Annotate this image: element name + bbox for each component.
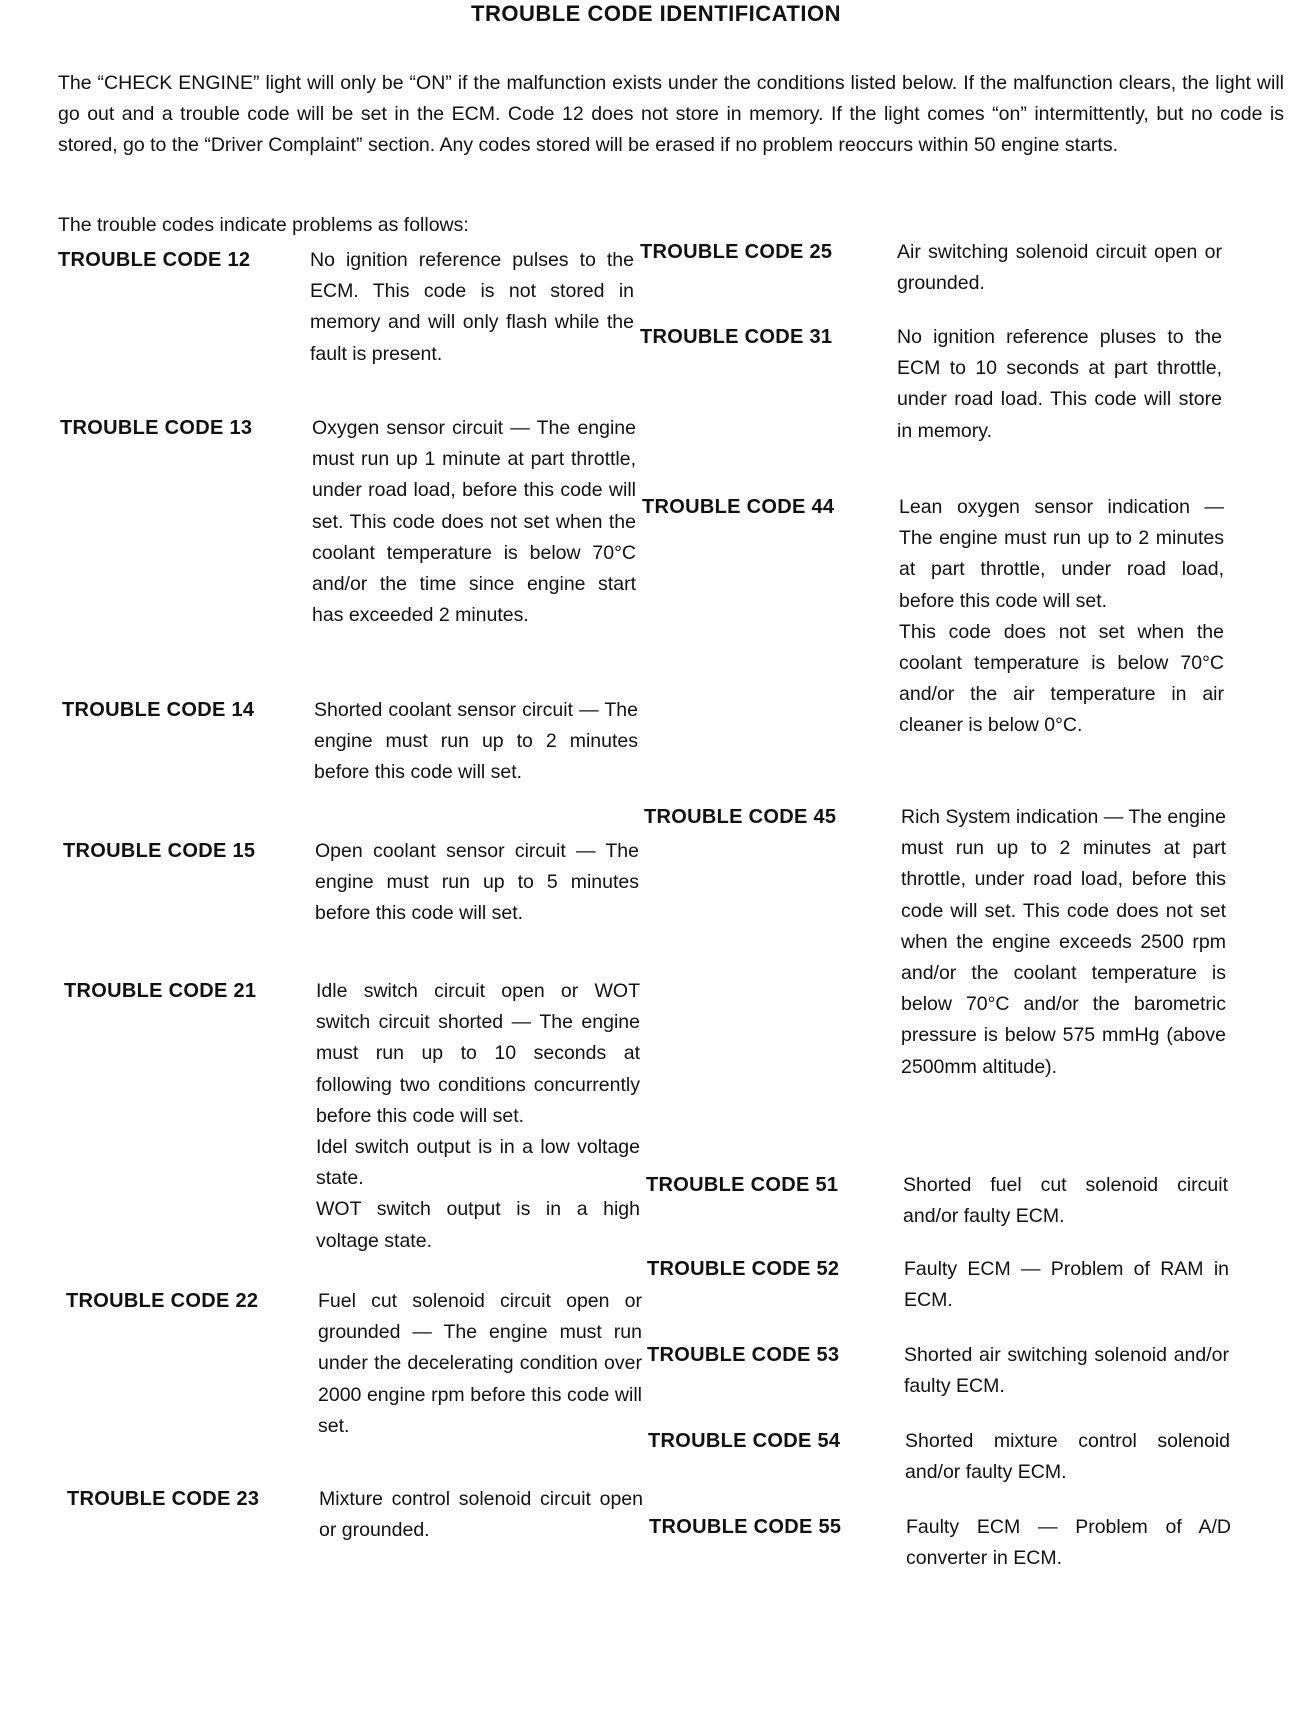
trouble-code-description: Shorted air switching solenoid and/or faulty ECM. [904, 1344, 1229, 1398]
intro-paragraph: The “CHECK ENGINE” light will only be “ON” if the malfunction exists under the conditions listed below. If the malfunction clears, the light will go out and a trouble code will be set in the ECM. Code 12 does not store in memory. If the light comes “on” intermittently, but no code is stored, go to the “Driver Complaint” section. Any codes stored will be erased if no problem reoccurs within 50 engine starts. [58, 72, 1284, 156]
trouble-code-description: Idle switch circuit open or WOT switch circuit shorted — The engine must run up to 10 seconds at following two conditions concurrently before this code will set. Idel switch output is in a low voltage state. WOT switch output is in a high voltage state. [316, 980, 640, 1252]
trouble-code-label: TROUBLE CODE 12 [58, 249, 251, 271]
trouble-code-description: Fuel cut solenoid circuit open or grounded — The engine must run under the decelerating condition over 2000 engine rpm before this code will set. [318, 1290, 642, 1437]
trouble-code-description: Shorted fuel cut solenoid circuit and/or faulty ECM. [903, 1174, 1228, 1228]
trouble-code-description: Faulty ECM — Problem of A/D converter in ECM. [906, 1516, 1231, 1570]
trouble-code-description: Oxygen sensor circuit — The engine must run up 1 minute at part throttle, under road load, before this code will set. This code does not set when the coolant temperature is below 70°C and/or the time since engine start has exceeded 2 minutes. [312, 417, 636, 627]
trouble-code-description: No ignition reference pluses to the ECM to 10 seconds at part throttle, under road load. This code will store in memory. [897, 326, 1222, 442]
trouble-code-label: TROUBLE CODE 25 [640, 241, 833, 263]
trouble-code-description: Faulty ECM — Problem of RAM in ECM. [904, 1258, 1229, 1312]
trouble-code-label: TROUBLE CODE 22 [66, 1290, 259, 1312]
trouble-code-description: Shorted mixture control solenoid and/or faulty ECM. [905, 1430, 1230, 1484]
trouble-code-label: TROUBLE CODE 53 [647, 1344, 840, 1366]
trouble-code-description: Open coolant sensor circuit — The engine must run up to 5 minutes before this code will set. [315, 840, 639, 925]
trouble-code-label: TROUBLE CODE 44 [642, 496, 835, 518]
trouble-code-label: TROUBLE CODE 15 [63, 840, 256, 862]
trouble-code-label: TROUBLE CODE 55 [649, 1516, 842, 1538]
trouble-code-label: TROUBLE CODE 31 [640, 326, 833, 348]
trouble-code-label: TROUBLE CODE 13 [60, 417, 253, 439]
trouble-code-label: TROUBLE CODE 21 [64, 980, 257, 1002]
page-title: TROUBLE CODE IDENTIFICATION [471, 1, 841, 26]
trouble-code-label: TROUBLE CODE 14 [62, 699, 255, 721]
trouble-code-label: TROUBLE CODE 51 [646, 1174, 839, 1196]
intro-list-lead: The trouble codes indicate problems as follows: [58, 214, 469, 236]
trouble-code-description: Air switching solenoid circuit open or grounded. [897, 241, 1222, 295]
trouble-code-description: Mixture control solenoid circuit open or grounded. [319, 1488, 643, 1542]
trouble-code-description: Shorted coolant sensor circuit — The engine must run up to 2 minutes before this code will set. [314, 699, 638, 784]
trouble-code-label: TROUBLE CODE 45 [644, 806, 837, 828]
trouble-code-description: Rich System indication — The engine must run up to 2 minutes at part throttle, under road load, before this code will set. This code does not set when the engine exceeds 2500 rpm and/or the coolant temperature is below 70°C and/or the barometric pressure is below 575 mmHg (above 2500mm altitude). [901, 806, 1226, 1078]
trouble-code-label: TROUBLE CODE 23 [67, 1488, 260, 1510]
trouble-code-label: TROUBLE CODE 54 [648, 1430, 841, 1452]
trouble-code-description: Lean oxygen sensor indication — The engine must run up to 2 minutes at part throttle, under road load, before this code will set. This code does not set when the coolant temperature is below 70°C and/or the air temperature in air cleaner is below 0°C. [899, 496, 1224, 737]
trouble-code-label: TROUBLE CODE 52 [647, 1258, 840, 1280]
trouble-code-description: No ignition reference pulses to the ECM. This code is not stored in memory and will only flash while the fault is present. [310, 249, 634, 365]
